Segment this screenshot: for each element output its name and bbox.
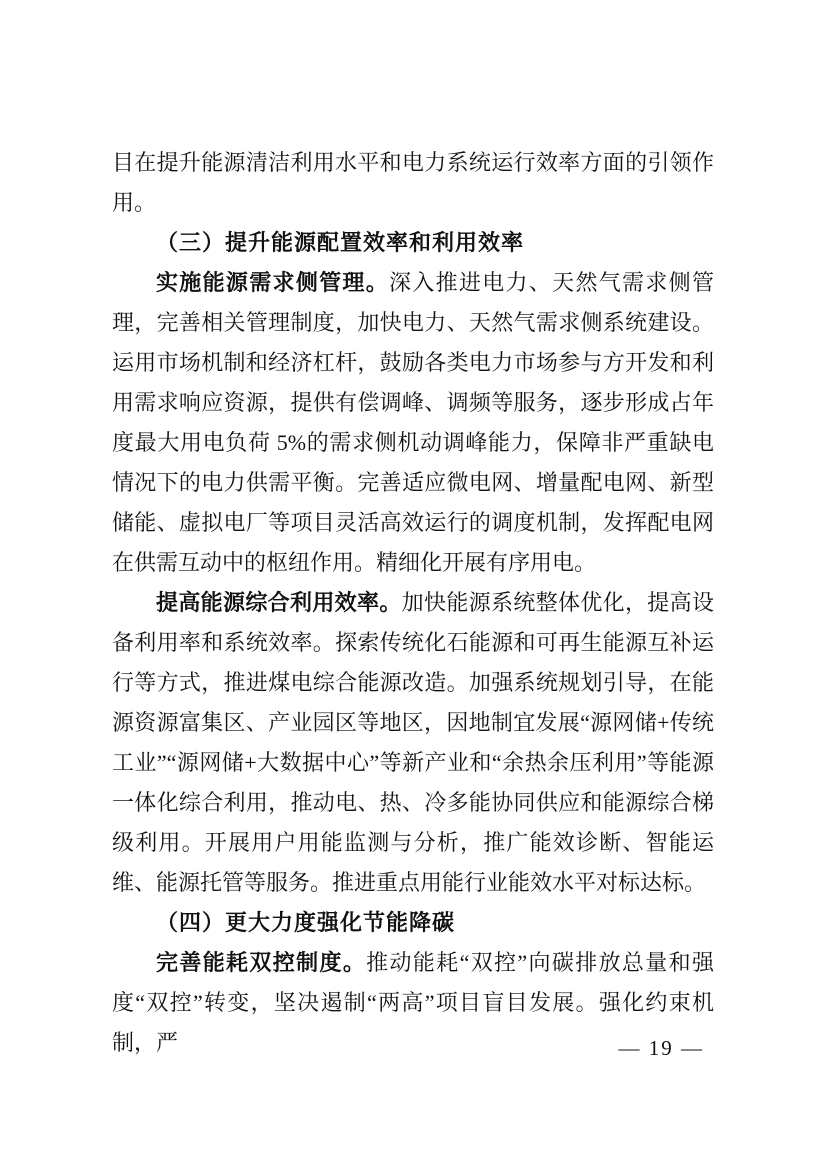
paragraph-lead: 实施能源需求侧管理。 <box>156 270 390 295</box>
document-content <box>112 143 714 1063</box>
paragraph-text: 推动能耗“双控”向碳排放总量和强度“双控”转变，坚决遏制“两高”项目盲目发展。强化约束机制，严 <box>112 950 714 1055</box>
paragraph-text: 深入推进电力、天然气需求侧管理，完善相关管理制度，加快电力、天然气需求侧系统建设。运用市场机制和经济杠杆，鼓励各类电力市场参与方开发和利用需求响应资源，提供有偿调峰、调频等服务，逐步形成占年度最大用电负荷 5%的需求侧机动调峰能力，保障非严重缺电情况下的电力供需平衡。完善适应微电网、增量配电网、新型储能、虚拟电厂等项目灵活高效运行的调度机制，发挥配电网在供需互动中的枢纽作用。精细化开展有序用电。 <box>112 270 714 575</box>
paragraph-demand-side-management <box>112 263 714 583</box>
section-heading-three: （三）提升能源配置效率和利用效率 <box>156 230 525 255</box>
paragraph-continuation <box>112 143 714 223</box>
paragraph-comprehensive-utilization <box>112 583 714 903</box>
paragraph-text: 目在提升能源清洁利用水平和电力系统运行效率方面的引领作用。 <box>112 150 714 215</box>
page-footer <box>619 1034 705 1062</box>
paragraph-lead: 提高能源综合利用效率。 <box>156 590 402 615</box>
paragraph-text: 加快能源系统整体优化，提高设备利用率和系统效率。探索传统化石能源和可再生能源互补运行等方式，推进煤电综合能源改造。加强系统规划引导，在能源资源富集区、产业园区等地区，因地制宜发展“源网储+传统工业”“源网储+大数据中心”等新产业和“余热余压利用”等能源一体化综合利用，推动电、热、冷多能协同供应和能源综合梯级利用。开展用户用能监测与分析，推广能效诊断、智能运维、能源托管等服务。推进重点用能行业能效水平对标达标。 <box>112 590 714 895</box>
section-heading-four: （四）更大力度强化节能降碳 <box>156 910 456 935</box>
page-number: — 19 — <box>618 1036 704 1060</box>
paragraph-lead: 完善能耗双控制度。 <box>156 950 367 975</box>
